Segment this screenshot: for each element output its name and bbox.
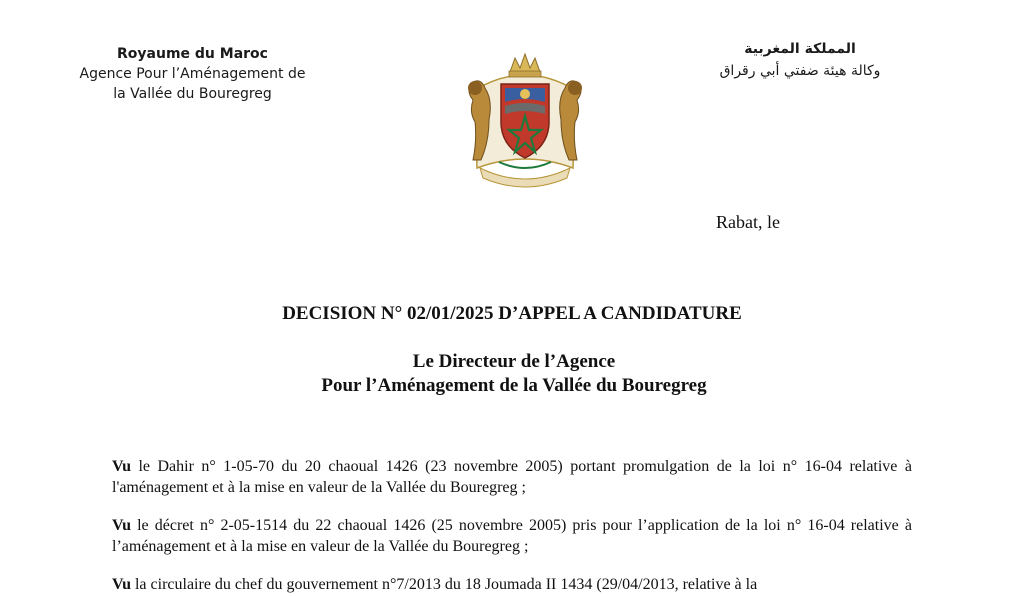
recital-text: le Dahir n° 1-05-70 du 20 chaoual 1426 (23 novembre 2005) portant promulgation de la loi n° 16-04 relative à l'aménagement et à la mise en valeur de la Vallée du Bouregreg ;	[112, 458, 912, 496]
arabic-letterhead	[690, 38, 910, 82]
agency-name-ar: وكالة هيئة ضفتي أبي رقراق	[719, 63, 881, 79]
recital-paragraph-1	[112, 456, 912, 498]
director-line1: Le Directeur de l’Agence	[412, 351, 616, 372]
french-letterhead	[70, 44, 315, 104]
decision-title: DECISION N° 02/01/2025 D’APPEL A CANDIDATURE	[282, 303, 742, 324]
recital-text: le décret n° 2-05-1514 du 22 chaoual 1426 (25 novembre 2005) pris pour l’application de la loi n° 16-04 relative à l’aménagement et à la mise en valeur de la Vallée du Bouregreg ;	[112, 517, 912, 555]
agency-name-fr-line1: Agence Pour l’Aménagement de	[79, 66, 306, 82]
document-body	[112, 456, 912, 596]
recital-lead: Vu	[112, 576, 131, 593]
kingdom-name-ar: المملكة المغربية	[744, 41, 856, 57]
recital-paragraph-3	[112, 574, 912, 595]
kingdom-name-fr: Royaume du Maroc	[117, 46, 268, 62]
recital-lead: Vu	[112, 517, 131, 534]
director-heading	[0, 350, 1024, 398]
recital-text: la circulaire du chef du gouvernement n°7/2013 du 18 Joumada II 1434 (29/04/2013, relative à la	[130, 576, 758, 593]
moroccan-coat-of-arms-icon	[455, 50, 595, 190]
director-line2: Pour l’Aménagement de la Vallée du Bouregreg	[321, 375, 707, 396]
recital-paragraph-2	[112, 515, 912, 557]
agency-name-fr-line2: la Vallée du Bouregreg	[113, 86, 272, 102]
date-line: Rabat, le	[716, 212, 780, 232]
recital-lead: Vu	[112, 458, 131, 475]
